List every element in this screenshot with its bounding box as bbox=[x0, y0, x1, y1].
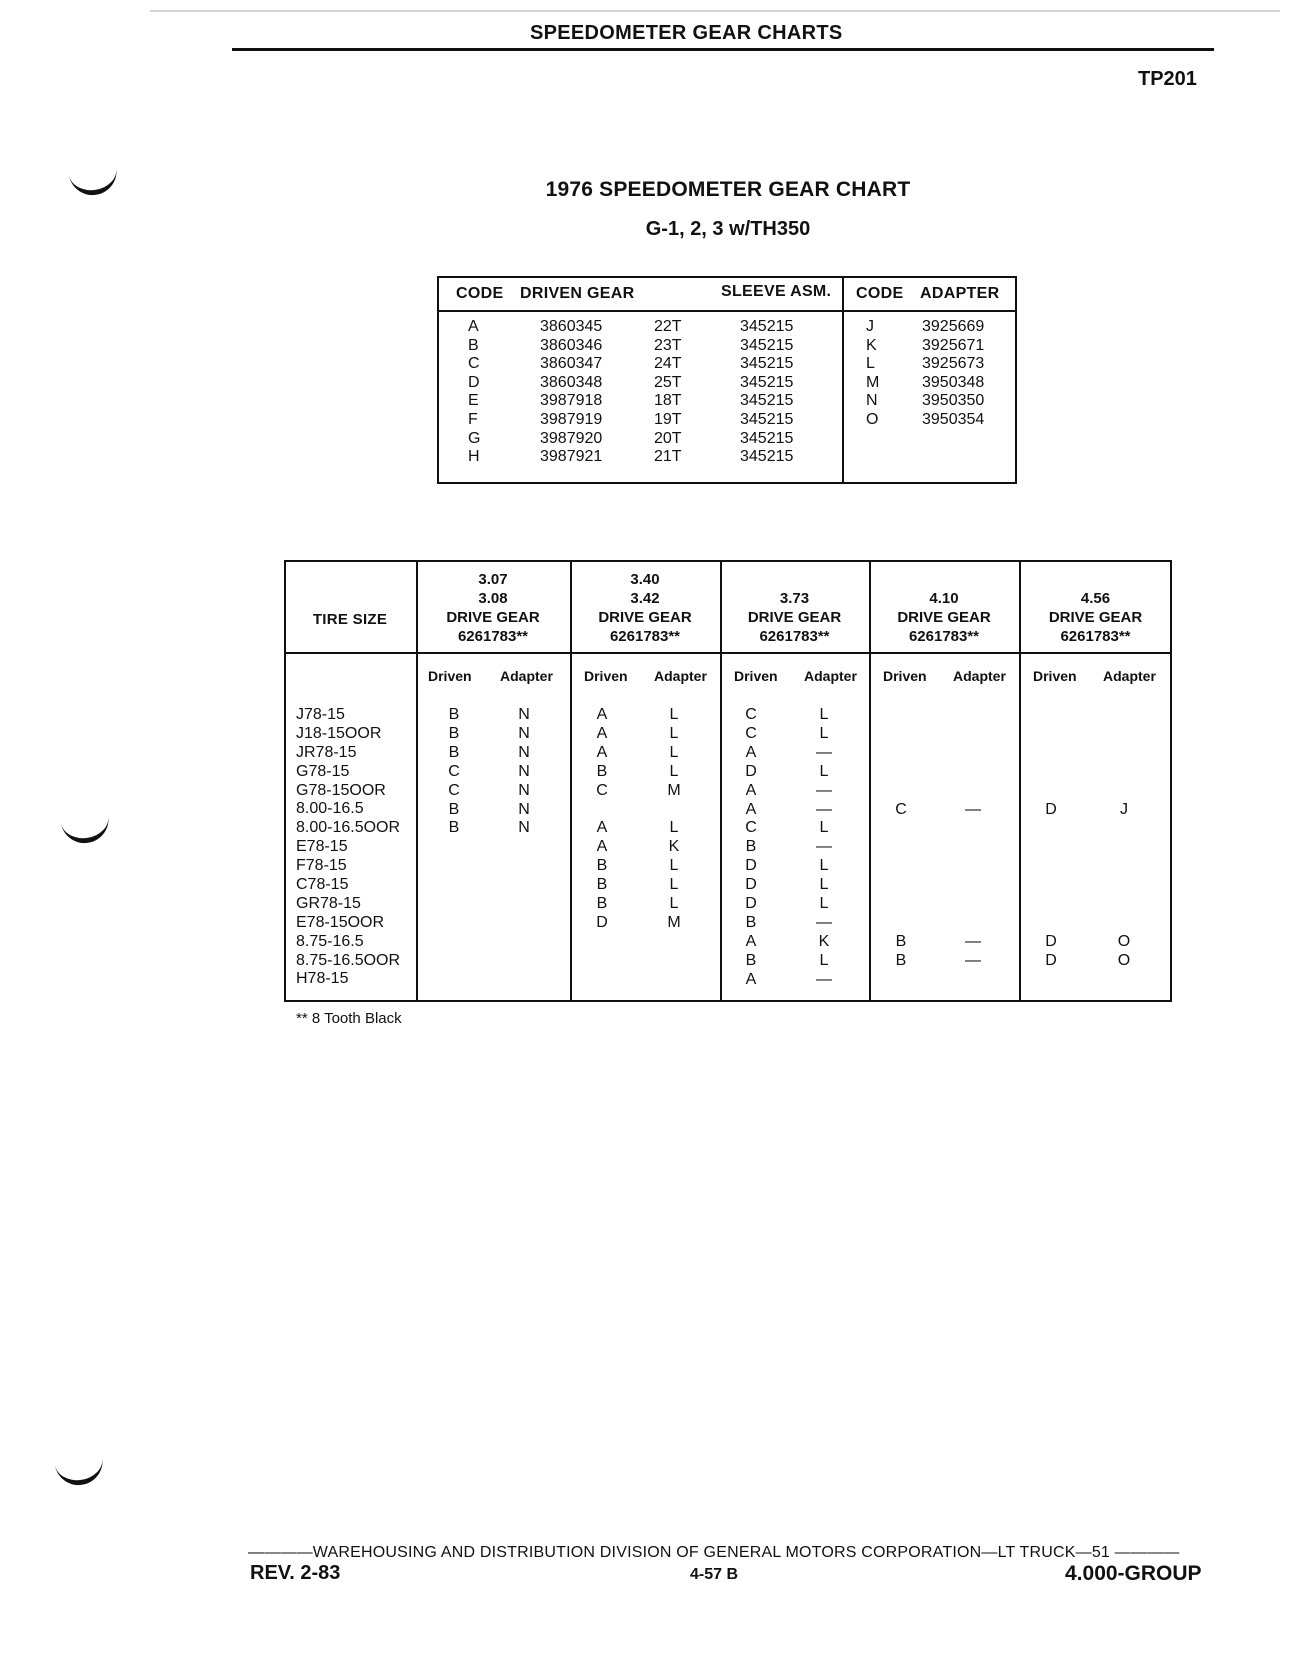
adapter-code: L bbox=[669, 762, 679, 780]
adapter-code: N bbox=[518, 800, 530, 818]
driven-subheader: Driven bbox=[428, 668, 472, 684]
driven-gear-code: C bbox=[745, 706, 757, 723]
driven-gear-code: B bbox=[596, 857, 608, 875]
gear-teeth-cell: 21T bbox=[654, 448, 682, 466]
adapter-code: M bbox=[667, 913, 681, 931]
tire-size-cell: F78-15 bbox=[296, 857, 347, 875]
adapter-code: L bbox=[669, 743, 679, 761]
chart-title-text: 1976 SPEEDOMETER GEAR CHART bbox=[545, 178, 911, 201]
gear-sleeve-cell: 345215 bbox=[740, 448, 794, 466]
ratio-column-header bbox=[1019, 570, 1172, 646]
gear-sleeve-cell: 345215 bbox=[740, 355, 794, 373]
gear-code-cell: C bbox=[468, 355, 480, 373]
gear-part-cell: 3987920 bbox=[540, 429, 603, 447]
adapter-part-cell: 3925669 bbox=[922, 318, 985, 335]
adapter-code: L bbox=[669, 819, 679, 837]
gear-teeth-cell: 19T bbox=[654, 411, 682, 428]
adapter-code: — bbox=[816, 800, 832, 818]
tire-size-cell: 8.00-16.5OOR bbox=[296, 819, 401, 837]
adapter-part-cell: 3950348 bbox=[922, 373, 985, 391]
driven-gear-code: C bbox=[745, 819, 757, 837]
ratio-header-part: 6261783** bbox=[457, 628, 529, 645]
adapter-code: — bbox=[816, 913, 832, 931]
driven-subheader: Driven bbox=[883, 668, 927, 684]
adapter-code: N bbox=[518, 743, 530, 761]
gear-part-cell: 3860348 bbox=[540, 373, 603, 391]
driven-gear-code: A bbox=[596, 724, 608, 742]
tire-size-cell: G78-15OOR bbox=[296, 781, 386, 799]
adapter-code: L bbox=[669, 895, 679, 912]
tire-size-cell: J18-15OOR bbox=[296, 724, 382, 742]
driven-gear-code: B bbox=[745, 838, 757, 856]
gear-teeth-cell: 20T bbox=[654, 429, 682, 447]
adapter-code: L bbox=[669, 724, 679, 742]
ratio-header-ratio-line2: 4.56 bbox=[1080, 590, 1111, 607]
header-rule bbox=[232, 48, 1214, 51]
tire-size-cell: JR78-15 bbox=[296, 743, 357, 761]
driven-gear-code: B bbox=[745, 951, 757, 969]
gear-header-code: CODE bbox=[456, 285, 504, 302]
tire-size-cell: 8.75-16.5OOR bbox=[296, 951, 401, 969]
page-code: TP201 bbox=[1138, 68, 1197, 90]
adapter-subheader: Adapter bbox=[654, 668, 707, 684]
ratio-column-header bbox=[416, 570, 570, 646]
footnote: ** 8 Tooth Black bbox=[296, 1010, 402, 1027]
driven-gear-code: C bbox=[596, 781, 608, 799]
adapter-part-cell: 3925671 bbox=[922, 336, 985, 354]
driven-gear-code: C bbox=[448, 781, 460, 799]
ratio-header-part: 6261783** bbox=[908, 628, 980, 645]
adapter-code: N bbox=[518, 706, 530, 723]
adapter-code: L bbox=[819, 876, 829, 894]
driven-gear-code: D bbox=[745, 762, 757, 780]
ratio-header-ratio-line2: 3.73 bbox=[779, 590, 810, 607]
gear-part-cell: 3860346 bbox=[540, 336, 603, 354]
driven-gear-code: A bbox=[745, 932, 757, 950]
driven-gear-code: B bbox=[596, 876, 608, 894]
driven-gear-code: B bbox=[448, 819, 460, 837]
gear-code-cell: G bbox=[468, 429, 481, 447]
ratio-header-ratio-line1: 3.40 bbox=[630, 571, 660, 588]
adapter-code-cell: M bbox=[866, 373, 880, 391]
adapter-code: J bbox=[1120, 800, 1128, 818]
gear-code-cell: B bbox=[468, 336, 479, 354]
group-label: 4.000-GROUP bbox=[1065, 1562, 1202, 1585]
adapter-part-cell: 3925673 bbox=[922, 355, 985, 373]
gear-code-cell: F bbox=[468, 411, 478, 428]
gear-part-cell: 3987919 bbox=[540, 411, 603, 428]
adapter-code: N bbox=[518, 819, 530, 837]
driven-gear-code: B bbox=[448, 800, 460, 818]
adapter-code: N bbox=[518, 781, 530, 799]
adapter-code-cell: J bbox=[866, 318, 874, 335]
adapter-code: — bbox=[965, 951, 981, 969]
gear-teeth-cell: 24T bbox=[654, 355, 682, 373]
ratio-header-ratio-line1 bbox=[1019, 570, 1172, 589]
tire-size-cell: 8.75-16.5 bbox=[296, 932, 364, 950]
driven-gear-code: A bbox=[745, 800, 757, 818]
page-number: 4-57 B bbox=[690, 1566, 739, 1583]
tire-size-header: TIRE SIZE bbox=[312, 611, 388, 628]
adapter-code: K bbox=[818, 932, 830, 950]
ratio-header-ratio-line2: 4.10 bbox=[929, 590, 959, 607]
driven-gear-code: A bbox=[745, 970, 757, 988]
driven-gear-code: B bbox=[448, 724, 460, 742]
gear-part-cell: 3987921 bbox=[540, 448, 603, 466]
gear-part-cell: 3860345 bbox=[540, 318, 603, 335]
adapter-code: — bbox=[816, 781, 832, 799]
ratio-header-drive-gear: DRIVE GEAR bbox=[1048, 609, 1143, 626]
adapter-code: — bbox=[965, 800, 981, 818]
adapter-code: L bbox=[819, 857, 829, 875]
adapter-code: L bbox=[669, 706, 679, 723]
gear-code-cell: D bbox=[468, 373, 480, 391]
gear-teeth-cell: 23T bbox=[654, 336, 682, 354]
driven-gear-code: B bbox=[895, 951, 907, 969]
driven-gear-code: C bbox=[745, 724, 757, 742]
gear-header-sleeve: SLEEVE ASM. bbox=[721, 283, 832, 300]
adapter-subheader: Adapter bbox=[804, 668, 857, 684]
driven-gear-code: A bbox=[745, 743, 757, 761]
ratio-column-header bbox=[720, 570, 869, 646]
gear-code-cell: A bbox=[468, 318, 479, 335]
binder-hole-mark bbox=[60, 813, 111, 846]
adapter-subheader: Adapter bbox=[1103, 668, 1156, 684]
adapter-subheader: Adapter bbox=[953, 668, 1006, 684]
driven-gear-code: C bbox=[448, 762, 460, 780]
gear-sleeve-cell: 345215 bbox=[740, 429, 794, 447]
adapter-code: O bbox=[1117, 951, 1131, 969]
gear-sleeve-cell: 345215 bbox=[740, 392, 794, 410]
adapter-code-cell: N bbox=[866, 392, 878, 410]
ratio-header-part: 6261783** bbox=[609, 628, 681, 645]
ratio-header-drive-gear: DRIVE GEAR bbox=[598, 609, 692, 626]
gear-teeth-cell: 22T bbox=[654, 318, 682, 335]
adapter-code: — bbox=[816, 838, 832, 856]
chart-title bbox=[0, 178, 1300, 202]
adapter-code: L bbox=[669, 857, 679, 875]
driven-gear-code: B bbox=[448, 706, 460, 723]
driven-subheader: Driven bbox=[584, 668, 628, 684]
tire-size-cell: E78-15OOR bbox=[296, 913, 385, 931]
driven-gear-code: B bbox=[895, 932, 907, 950]
gear-sleeve-cell: 345215 bbox=[740, 373, 794, 391]
driven-gear-code: D bbox=[1045, 951, 1057, 969]
gear-part-cell: 3860347 bbox=[540, 355, 603, 373]
top-edge-line bbox=[150, 10, 1280, 12]
ratio-header-ratio-line1 bbox=[869, 570, 1019, 589]
driven-gear-code: A bbox=[596, 819, 608, 837]
page-header-title: SPEEDOMETER GEAR CHARTS bbox=[530, 22, 843, 44]
driven-subheader: Driven bbox=[1033, 668, 1077, 684]
driven-gear-code: A bbox=[596, 838, 608, 856]
gear-teeth-cell: 25T bbox=[654, 373, 682, 391]
adapter-code-cell: K bbox=[866, 336, 877, 354]
ratio-header-part: 6261783** bbox=[1060, 628, 1131, 645]
adapter-code-cell: L bbox=[866, 355, 875, 373]
tire-size-cell: J78-15 bbox=[296, 706, 345, 723]
chart-subtitle-text: G-1, 2, 3 w/TH350 bbox=[645, 218, 811, 240]
tire-table-header-rule bbox=[284, 652, 1172, 654]
tire-size-cell: GR78-15 bbox=[296, 894, 361, 912]
ratio-header-ratio-line1 bbox=[720, 570, 869, 589]
adapter-part-cell: 3950350 bbox=[922, 392, 985, 410]
adapter-code: — bbox=[816, 743, 832, 761]
adapter-code: L bbox=[819, 724, 829, 742]
gear-header-adapter-code: CODE bbox=[856, 285, 904, 302]
gear-code-cell: H bbox=[468, 448, 480, 466]
driven-gear-code: B bbox=[596, 895, 608, 912]
adapter-code: — bbox=[965, 932, 981, 950]
ratio-header-ratio-line2: 3.42 bbox=[630, 590, 660, 607]
gear-header-adapter: ADAPTER bbox=[920, 285, 1000, 302]
adapter-code: M bbox=[667, 781, 681, 799]
adapter-code: L bbox=[669, 876, 679, 894]
adapter-code: L bbox=[819, 951, 829, 969]
driven-subheader: Driven bbox=[734, 668, 778, 684]
driven-gear-code: D bbox=[1045, 932, 1057, 950]
gear-sleeve-cell: 345215 bbox=[740, 411, 794, 428]
adapter-code: L bbox=[819, 895, 829, 912]
driven-gear-code: D bbox=[745, 876, 757, 894]
ratio-header-drive-gear: DRIVE GEAR bbox=[747, 609, 842, 626]
adapter-code: O bbox=[1117, 932, 1131, 950]
gear-part-cell: 3987918 bbox=[540, 392, 603, 410]
gear-teeth-cell: 18T bbox=[654, 392, 682, 410]
tire-size-cell: 8.00-16.5 bbox=[296, 800, 364, 818]
driven-gear-code: D bbox=[596, 913, 608, 931]
ratio-header-part: 6261783** bbox=[759, 628, 830, 645]
driven-gear-code: D bbox=[1045, 800, 1057, 818]
ratio-header-ratio-line1: 3.07 bbox=[478, 571, 508, 588]
gear-sleeve-cell: 345215 bbox=[740, 336, 794, 354]
adapter-subheader: Adapter bbox=[500, 668, 553, 684]
adapter-part-cell: 3950354 bbox=[922, 411, 985, 428]
driven-gear-code: B bbox=[448, 743, 460, 761]
driven-gear-code: A bbox=[596, 743, 608, 761]
tire-size-cell: C78-15 bbox=[296, 876, 349, 894]
ratio-header-drive-gear: DRIVE GEAR bbox=[897, 609, 991, 626]
revision-label: REV. 2-83 bbox=[250, 1562, 341, 1584]
driven-gear-code: B bbox=[596, 762, 608, 780]
ratio-column-header bbox=[570, 570, 720, 646]
chart-subtitle bbox=[0, 218, 1300, 241]
adapter-code: — bbox=[816, 970, 832, 988]
ratio-header-ratio-line2: 3.08 bbox=[478, 590, 508, 607]
gear-table-divider bbox=[842, 276, 844, 484]
tire-size-cell: G78-15 bbox=[296, 762, 350, 780]
driven-gear-code: B bbox=[745, 913, 757, 931]
driven-gear-code: C bbox=[895, 800, 907, 818]
gear-code-cell: E bbox=[468, 392, 479, 410]
tire-size-list bbox=[296, 706, 400, 989]
tire-size-cell: H78-15 bbox=[296, 970, 349, 988]
ratio-header-drive-gear: DRIVE GEAR bbox=[446, 609, 540, 626]
binder-hole-mark bbox=[54, 1455, 105, 1488]
adapter-code: K bbox=[668, 838, 680, 856]
adapter-code: N bbox=[518, 724, 530, 742]
ratio-column-header bbox=[869, 570, 1019, 646]
footer-division-line: ————WAREHOUSING AND DISTRIBUTION DIVISION OF GENERAL MOTORS CORPORATION—LT TRUCK—51 ———— bbox=[248, 1544, 1180, 1561]
driven-gear-code: A bbox=[596, 706, 608, 723]
adapter-code: L bbox=[819, 762, 829, 780]
gear-sleeve-cell: 345215 bbox=[740, 318, 794, 335]
driven-gear-code: D bbox=[745, 895, 757, 912]
adapter-code-cell: O bbox=[866, 411, 879, 428]
gear-header-driven-gear: DRIVEN GEAR bbox=[520, 285, 635, 302]
driven-gear-code: A bbox=[745, 781, 757, 799]
driven-gear-code: D bbox=[745, 857, 757, 875]
adapter-code: N bbox=[518, 762, 530, 780]
adapter-code: L bbox=[819, 819, 829, 837]
gear-table-header-rule bbox=[437, 310, 1017, 312]
adapter-code: L bbox=[819, 706, 829, 723]
tire-size-cell: E78-15 bbox=[296, 838, 348, 856]
